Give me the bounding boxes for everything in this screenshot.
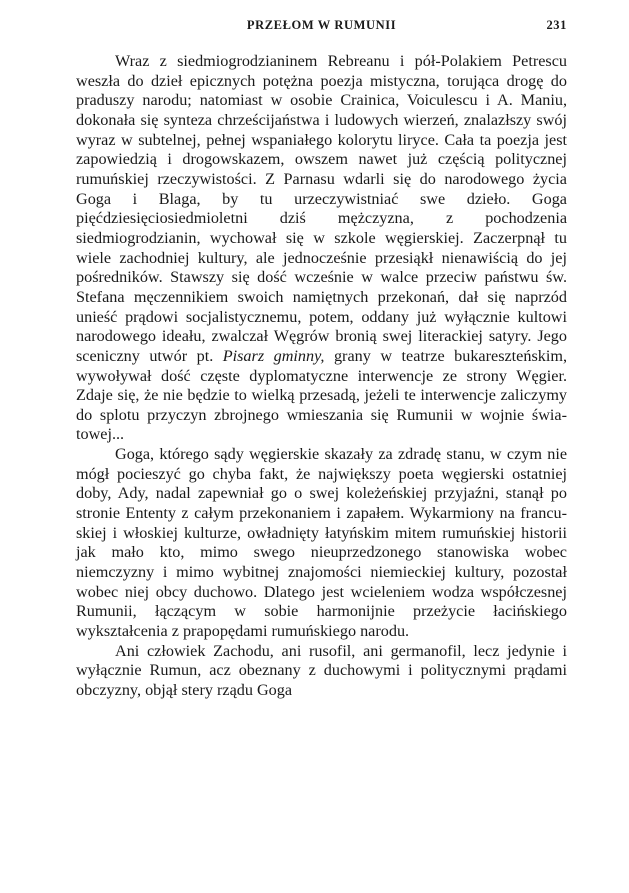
paragraph-1-text-end: grany w teatrze bukareszteńskim, wywoływał dość częste dyplomatyczne interwencje ze strony Węgier. Zdaje się, że nie będzie to wielką przesadą, jeżeli te interwencje zaliczymy do splotu przyczyn zbrojnego wmieszania się Rumunii w wojnie światowej... [76, 346, 567, 444]
body-text [76, 52, 567, 701]
page-number: 231 [546, 18, 567, 32]
running-title: PRZEŁOM W RUMUNII [246, 18, 397, 32]
paragraph-3: Ani człowiek Zachodu, ani rusofil, ani germanofil, lecz jedynie i wyłącznie Rumun, acz obeznany z duchowymi i politycznymi prądami obczyzny, objął stery rządu Goga [76, 641, 567, 699]
running-header [76, 18, 567, 44]
work-title: Pisarz gminny, [222, 346, 325, 365]
paragraph-1 [76, 52, 567, 445]
paragraph-1-text-start: Wraz z siedmiogrodzianinem Rebreanu i pół-Polakiem Petrescu weszła do dzieł epicznych potężna poezja mistyczna, torująca drogę do praduszy narodu; natomiast w osobie Crainica, Voiculescu i A. Maniu, dokonała się synteza chrześcijaństwa i ludowych wierzeń, znalazłszy swój wyraz w subtelnej, pełnej wspaniałego kolorytu liryce. Cała ta poezja jest zapowiedzią i drogowskazem, owszem nawet już częścią politycznej rumuńskiej rzeczywistości. Z Parnasu wdarli się do narodowego życia Goga i Blaga, by tu urzeczywistniać swe dzieło. Goga pięćdziesięciosiedmioletni dziś mężczyzna, z pochodzenia siedmiogrodzianin, wychował się w szkole węgierskiej. Zaczerpnął tu wiele zachodniej kultury, ale jednocześnie przesiąkł nienawiścią do jej pośredników. Stawszy się dość wcześnie w walce przeciw państwu św. Stefana męczennikiem swoich namiętnych przekonań, dał się naprzód unieść prądowi socjalistycznemu, potem, oddany już wyłącznie kultowi narodowego ideału, zwalczał Węgrów bronią swej literackiej satyry. Jego sceniczny utwór pt. [76, 52, 567, 365]
paragraph-2: Goga, którego sądy węgierskie skazały za zdradę stanu, w czym nie mógł pocieszyć go chyba fakt, że największy poeta węgierski ostatniej doby, Ady, nadal zapewniał go o swej koleżeńskiej przyjaźni, stanął po stronie Ententy z całym przekonaniem i zapałem. Wykarmiony na francuskiej i włoskiej kulturze, owładnięty łatyńskim mitem rumuńskiej historii jak mało kto, mimo swego nieuprzedzonego stanowiska wobec niemczyzny i mimo wybitnej znajomości niemieckiej kultury, pozostał wobec niej obcy duchowo. Dlatego jest wcieleniem wodza współczesnej Rumunii, łączącym w sobie harmonijnie przeżycie łacińskiego wykształcenia z prapopędami rumuńskiego narodu. [76, 445, 567, 641]
